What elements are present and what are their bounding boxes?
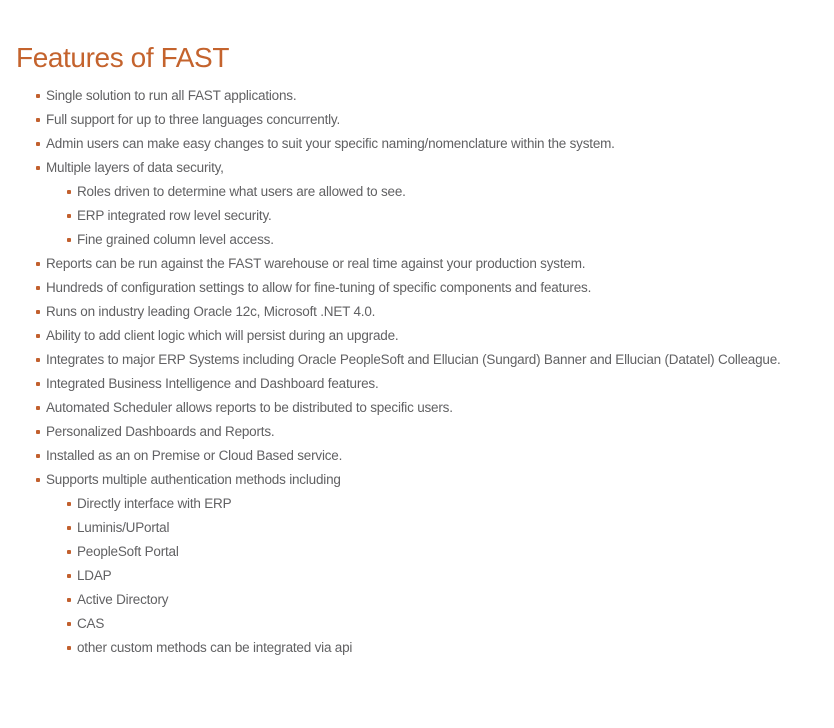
sub-list-item-label: PeopleSoft Portal [77, 544, 179, 559]
page-title: Features of FAST [16, 42, 230, 73]
list-item [0, 276, 834, 300]
list-item [0, 252, 834, 276]
sub-list-item [0, 636, 834, 660]
list-item-label: Reports can be run against the FAST warehouse or real time against your production system. [46, 256, 586, 271]
list-item [0, 84, 834, 108]
sub-list-item [0, 612, 834, 636]
sub-list-item [0, 492, 834, 516]
sub-list-item [0, 180, 834, 204]
sub-list-item [0, 516, 834, 540]
list-item-label: Single solution to run all FAST applications. [46, 88, 297, 103]
sub-list-item-label: Fine grained column level access. [77, 232, 274, 247]
sub-list-item [0, 540, 834, 564]
list-item-label: Multiple layers of data security, [46, 160, 224, 175]
list-item-label: Integrates to major ERP Systems including Oracle PeopleSoft and Ellucian (Sungard) Banner and Ellucian (Datatel) Colleague. [46, 352, 781, 367]
list-item [0, 372, 834, 396]
list-item-label: Admin users can make easy changes to suit your specific naming/nomenclature within the system. [46, 136, 615, 151]
list-item [0, 156, 834, 180]
list-item-label: Personalized Dashboards and Reports. [46, 424, 275, 439]
sub-list-item [0, 228, 834, 252]
list-item-label: Supports multiple authentication methods including [46, 472, 341, 487]
list-item [0, 468, 834, 492]
list-item-label: Runs on industry leading Oracle 12c, Microsoft .NET 4.0. [46, 304, 376, 319]
list-item [0, 108, 834, 132]
sub-list-item-label: Luminis/UPortal [77, 520, 170, 535]
list-item [0, 348, 834, 372]
sub-list-item [0, 564, 834, 588]
sub-list-item-label: other custom methods can be integrated via api [77, 640, 353, 655]
list-item [0, 396, 834, 420]
list-item [0, 420, 834, 444]
sub-list-item-label: Directly interface with ERP [77, 496, 232, 511]
list-item-label: Ability to add client logic which will persist during an upgrade. [46, 328, 399, 343]
list-item-label: Full support for up to three languages concurrently. [46, 112, 341, 127]
list-item [0, 300, 834, 324]
sub-list-item-label: Roles driven to determine what users are allowed to see. [77, 184, 406, 199]
sub-list-item-label: Active Directory [77, 592, 169, 607]
list-item [0, 324, 834, 348]
list-item-label: Installed as an on Premise or Cloud Based service. [46, 448, 343, 463]
list-item-label: Hundreds of configuration settings to allow for fine-tuning of specific components and features. [46, 280, 592, 295]
list-item-label: Automated Scheduler allows reports to be distributed to specific users. [46, 400, 453, 415]
sub-list-item-label: LDAP [77, 568, 112, 583]
sub-list-item-label: ERP integrated row level security. [77, 208, 272, 223]
features-page [0, 44, 834, 728]
list-item-label: Integrated Business Intelligence and Dashboard features. [46, 376, 379, 391]
list-item [0, 444, 834, 468]
features-list [0, 84, 834, 660]
sub-list-item [0, 204, 834, 228]
sub-list-item-label: CAS [77, 616, 105, 631]
list-item [0, 132, 834, 156]
sub-list-item [0, 588, 834, 612]
